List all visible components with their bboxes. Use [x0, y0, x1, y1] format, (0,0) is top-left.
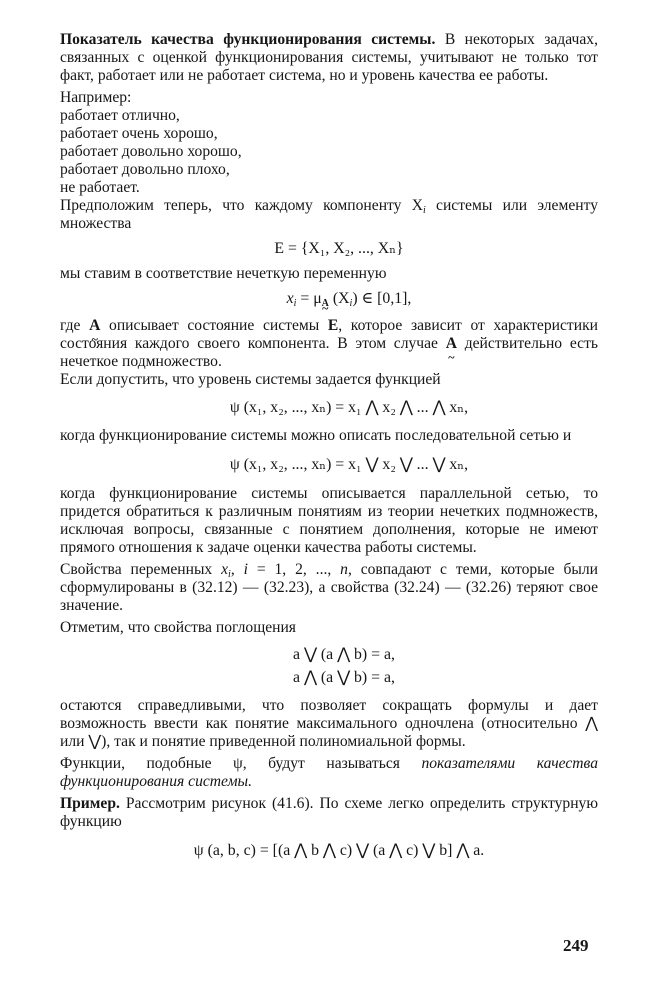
- equation-psi-or: ψ (x₁, x₂, ..., xₙ) = x₁ ⋁ x₂ ⋁ ... ⋁ xₙ,: [229, 456, 469, 473]
- paragraph-quality-indicator: [60, 31, 598, 85]
- equation-set-e: E = {X₁, X₂, ..., Xₙ}: [274, 240, 404, 257]
- paragraph-serial-network: когда функционирование системы можно описать последовательной сетью и: [60, 427, 572, 444]
- paragraph-variable-properties: Свойства переменных $x_i$, i = 1, 2, ..., n, совпадают с теми, которые были сформулированы в (32.12) — (32.23), а свойства (32.24) — (32.26) теряют свое значение.: [60, 561, 598, 614]
- list-item: работает отлично,: [60, 107, 180, 124]
- list-item: не работает.: [60, 179, 140, 196]
- list-item: работает довольно хорошо,: [60, 143, 242, 160]
- paragraph-remain-valid: остаются справедливыми, что позволяет сокращать формулы и дает возможность ввести как понятие максимального одночлена (относительно ⋀ или ⋁), так и понятие приведенной полиномиальной формы.: [60, 697, 598, 750]
- paragraph-text: В некоторых задачах, связанных с оценкой функционирования системы, учитывают не только тот факт, работает или не работает система, но и уровень качества ее работы.: [60, 31, 598, 84]
- paragraph-example-intro: Например:: [60, 89, 132, 106]
- paragraph-system-level: Если допустить, что уровень системы задается функцией: [60, 371, 441, 388]
- paragraph-example: Пример. Рассмотрим рисунок (41.6). По схеме легко определить структурную функцию: [60, 795, 598, 830]
- paragraph-quality-functions: Функции, подобные ψ, будут называться показателями качества функционирования системы.: [60, 755, 598, 790]
- page-number: 249: [563, 936, 589, 955]
- equation-psi-and: ψ (x₁, x₂, ..., xₙ) = x₁ ⋀ x₂ ⋀ ... ⋀ xₙ,: [229, 399, 469, 416]
- paragraph-absorption: Отметим, что свойства поглощения: [60, 619, 296, 636]
- list-item: работает довольно плохо,: [60, 161, 230, 178]
- page-body: [60, 31, 598, 861]
- paragraph-system-state: где A ~ описывает состояние системы E, которое зависит от характеристики состояния каждого своего компонента. В этом случае A ~ действительно есть нечеткое подмножество.: [60, 317, 598, 371]
- equation-structure-function: ψ (a, b, c) = [(a ⋀ b ⋀ c) ⋁ (a ⋀ c) ⋁ b] ⋀ a.: [193, 842, 485, 859]
- quality-levels-list: [60, 107, 598, 197]
- heading-example: Пример.: [60, 795, 120, 812]
- paragraph-fuzzy-variable: мы ставим в соответствие нечеткую переменную: [60, 265, 387, 282]
- paragraph-parallel-network: когда функционирование системы описывается параллельной сетью, то придется обратиться к различным понятиям из теории нечетких подмножеств, исключая вопросы, связанные с понятием дополнения, которые не имеют прямого отношения к задаче оценки качества работы системы.: [60, 485, 598, 556]
- term-quality-indicators: показателями качества функционирования системы.: [60, 755, 598, 790]
- paragraph-components: Предположим теперь, что каждому компоненту $X_i$ системы или элементу множества: [60, 197, 598, 232]
- equation-absorb-2: a ⋀ (a ⋁ b) = a,: [293, 669, 395, 686]
- list-item: работает очень хорошо,: [60, 125, 218, 142]
- equation-absorb-1: a ⋁ (a ⋀ b) = a,: [293, 646, 395, 663]
- equation-xi: $x_i = \mu_A$ $(X_i)$ ∈ [0,1],: [286, 290, 412, 309]
- heading-quality-indicator: Показатель качества функционирования системы.: [60, 31, 436, 48]
